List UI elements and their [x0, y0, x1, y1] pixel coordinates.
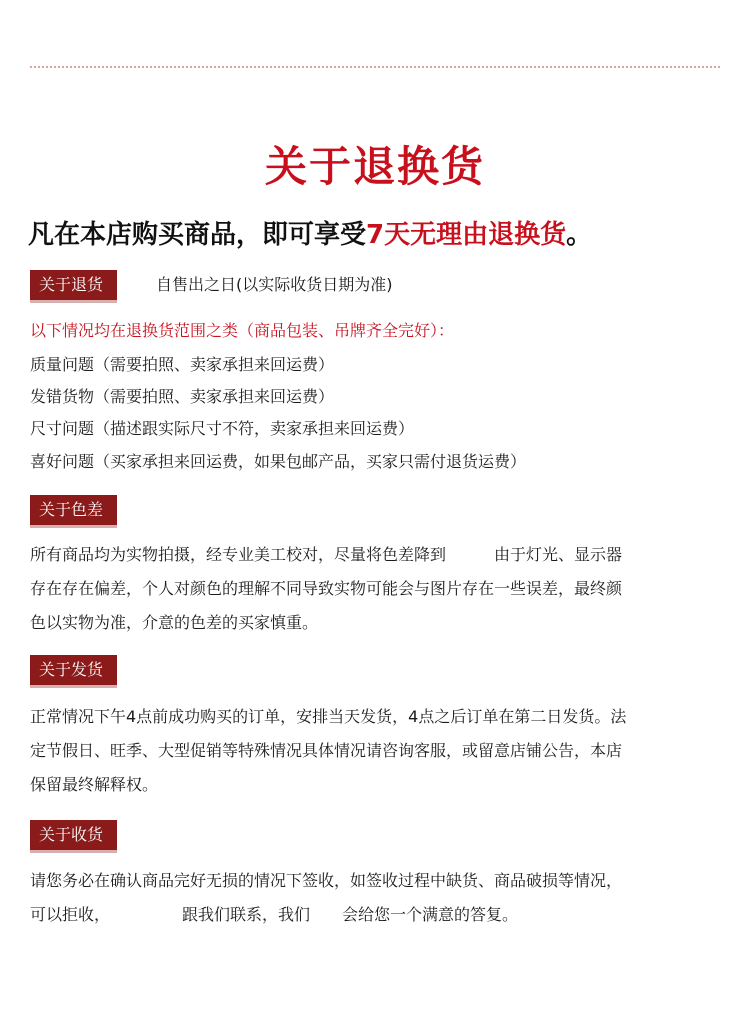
page-title: 关于退换货: [264, 142, 485, 191]
promise-end: 。: [566, 220, 593, 250]
color-line: 色以实物为准，介意的色差的买家慎重。: [30, 613, 319, 632]
returns-scope: 以下情况均在退换货范围之类（商品包装、吊牌齐全完好）：: [30, 321, 455, 340]
returns-item: 喜好问题（买家承担来回运费，如果包邮产品，买家只需付退货运费）: [30, 452, 527, 471]
color-badge: 关于色差: [30, 495, 117, 525]
receiving-badge: 关于收货: [30, 820, 117, 850]
returns-item: 质量问题（需要拍照、卖家承担来回运费）: [30, 355, 335, 374]
returns-note: 自售出之日(以实际收货日期为准): [156, 275, 393, 294]
receiving-line: 可以拒收， 跟我们联系，我们 会给您一个满意的答复。: [30, 905, 519, 924]
promise-highlight: 7天无理由退换货: [366, 220, 567, 250]
promise-text: 凡在本店购买商品，即可享受: [28, 220, 367, 250]
receiving-line: 请您务必在确认商品完好无损的情况下签收，如签收过程中缺货、商品破损等情况，: [30, 871, 623, 890]
color-line: 存在存在偏差，个人对颜色的理解不同导致实物可能会与图片存在一些误差，最终颜: [30, 579, 623, 598]
returns-item: 尺寸问题（描述跟实际尺寸不符，卖家承担来回运费）: [30, 419, 415, 438]
shipping-paragraph: [30, 700, 720, 802]
receiving-paragraph: [30, 864, 720, 932]
shipping-line: 正常情况下午4点前成功购买的订单，安排当天发货，4点之后订单在第二日发货。法: [30, 707, 627, 726]
returns-item: 发错货物（需要拍照、卖家承担来回运费）: [30, 387, 335, 406]
promise-line: [28, 214, 748, 251]
shipping-badge: 关于发货: [30, 655, 117, 685]
shipping-line: 保留最终解释权。: [30, 775, 159, 794]
returns-badge: 关于退货: [30, 270, 117, 300]
color-paragraph: [30, 538, 720, 640]
color-line: 所有商品均为实物拍摄，经专业美工校对，尽量将色差降到 由于灯光、显示器: [30, 545, 623, 564]
shipping-line: 定节假日、旺季、大型促销等特殊情况具体情况请咨询客服，或留意店铺公告，本店: [30, 741, 623, 760]
dotted-divider: [30, 66, 720, 68]
